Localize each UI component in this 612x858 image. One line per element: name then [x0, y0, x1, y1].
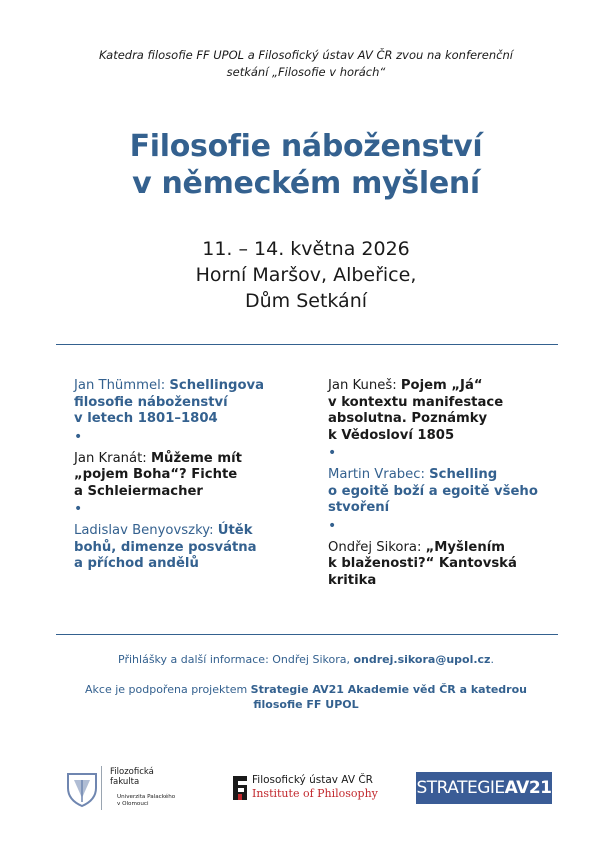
talk-benyovszky: [74, 523, 304, 573]
talk-title: stvoření: [328, 500, 390, 515]
top-divider: [56, 344, 558, 345]
talk-title: v letech 1801–1804: [74, 411, 218, 426]
ff-logo-line-1: Filozofická: [110, 767, 154, 777]
contact-end: .: [490, 653, 494, 666]
talk-title: v kontextu manifestace: [328, 394, 504, 410]
talk-title: a příchod andělů: [74, 556, 199, 571]
talk-kranat: [74, 451, 304, 501]
logo-strip: [0, 762, 612, 812]
talk-title: a Schleiermacher: [74, 483, 203, 499]
poster-title: [40, 128, 572, 202]
talk-title: Útěk: [217, 523, 253, 538]
ff-logo-line-2: fakulta: [110, 777, 140, 787]
talk-title: bohů, dimenze posvátna: [74, 539, 257, 555]
fu-institute-cz: Filosofický ústav AV ČR: [252, 774, 373, 786]
talk-speaker: Jan Kranát:: [74, 450, 147, 466]
fu-institute-logo-text: [252, 774, 378, 800]
event-place-line-2: Dům Setkání: [244, 290, 368, 312]
event-details: [40, 236, 572, 314]
ff-logo-subtext: [117, 794, 175, 808]
talk-speaker: Jan Thümmel:: [74, 378, 166, 393]
talk-title: Schelling: [429, 467, 498, 482]
event-date: 11. – 14. května 2026: [202, 238, 410, 260]
ff-logo-text: [110, 767, 154, 787]
poster-title-line-1: Filosofie náboženství: [129, 129, 483, 164]
talk-title: Můžeme mít: [150, 450, 242, 466]
talk-thummel: [74, 378, 304, 428]
talk-title: k Vědosloví 1805: [328, 427, 455, 443]
contact-info: [60, 652, 552, 667]
talk-speaker: Ondřej Sikora:: [328, 539, 422, 555]
av21-word: AV21: [504, 778, 552, 798]
ff-logo-sub-2: v Olomouci: [117, 801, 149, 807]
talk-title: „pojem Boha“? Fichte: [74, 467, 238, 482]
contact-text: Přihlášky a další informace: Ondřej Sikora,: [118, 653, 354, 666]
talk-title: kritika: [328, 572, 377, 588]
ff-logo-sub-1: Univerzita Palackého: [117, 794, 176, 800]
talk-speaker: Martin Vrabec:: [328, 467, 425, 482]
talk-title: Schellingova: [169, 378, 265, 393]
bullet-separator: •: [74, 501, 83, 517]
contact-email-link[interactable]: ondrej.sikora@upol.cz: [353, 653, 491, 666]
fu-institute-mark-icon: [231, 775, 251, 801]
invitation-line-2: setkání „Filosofie v horách“: [226, 65, 386, 79]
talk-kunes: [328, 378, 548, 444]
talk-sikora: [328, 540, 548, 590]
event-place-line-1: Horní Maršov, Albeřice,: [195, 264, 417, 286]
talks-right-column: [328, 378, 548, 589]
fu-institute-en: Institute of Philosophy: [252, 787, 378, 800]
support-text: Akce je podpořena projektem: [85, 683, 251, 696]
bottom-divider: [56, 634, 558, 635]
talk-title: Pojem „Já“: [400, 378, 483, 393]
strategie-word: STRATEGIE: [416, 778, 505, 798]
ff-upol-emblem-icon: [62, 768, 102, 808]
talk-title: filosofie náboženství: [74, 394, 228, 410]
talk-title: absolutna. Poznámky: [328, 411, 488, 426]
invitation-text: [60, 47, 552, 81]
support-info: [60, 682, 552, 712]
talk-speaker: Jan Kuneš:: [328, 378, 397, 393]
bullet-separator: •: [328, 445, 337, 461]
strategie-av21-logo: [416, 772, 552, 804]
ff-logo-divider: [101, 766, 102, 810]
talks-left-column: [74, 378, 304, 573]
talk-title: „Myšlením: [425, 539, 505, 555]
invitation-line-1: Katedra filosofie FF UPOL a Filosofický ústav AV ČR zvou na konferenční: [99, 48, 513, 62]
poster-title-line-2: v německém myšlení: [132, 166, 480, 201]
bullet-separator: •: [74, 428, 83, 445]
support-project: Strategie AV21 Akademie věd ČR a katedrou: [250, 683, 527, 696]
talk-title: k blaženosti?“ Kantovská: [328, 556, 517, 571]
bullet-separator: •: [328, 517, 337, 534]
talk-vrabec: [328, 467, 548, 517]
talk-title: o egoitě boží a egoitě všeho: [328, 483, 538, 499]
support-project-line-2: filosofie FF UPOL: [253, 698, 359, 711]
talk-speaker: Ladislav Benyovszky:: [74, 523, 214, 538]
